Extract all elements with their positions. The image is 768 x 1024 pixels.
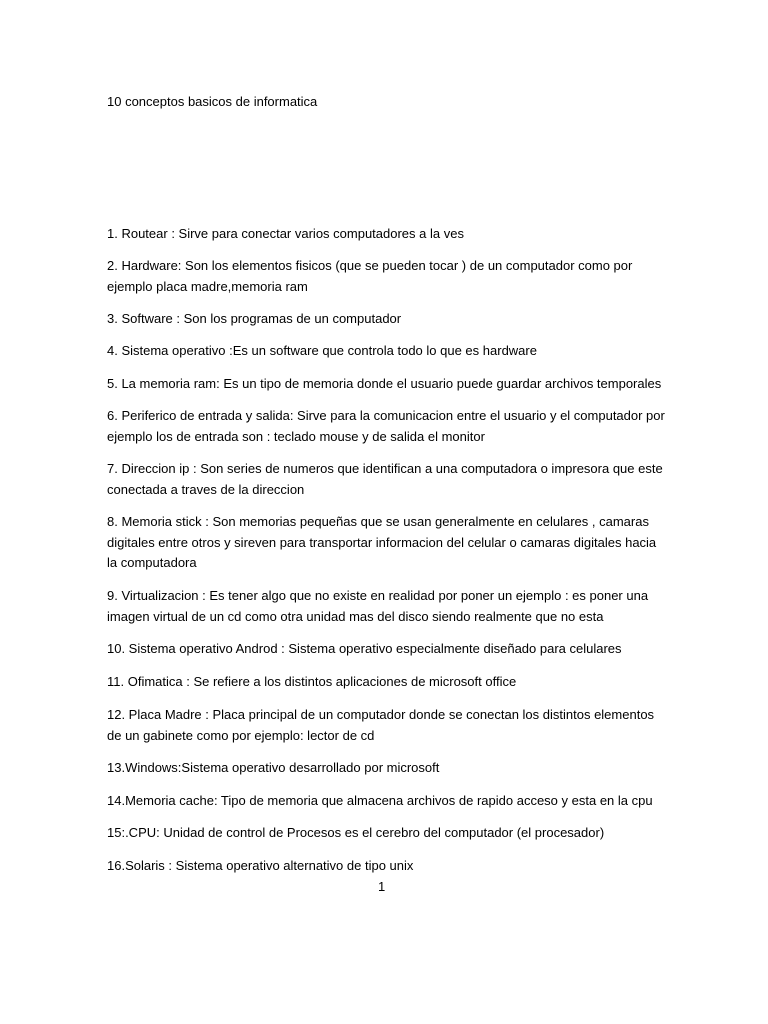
list-item-12: 12. Placa Madre : Placa principal de un computador donde se conectan los distintos elementos de un gabinete como por ejemplo: lector de cd	[107, 707, 655, 743]
list-item-6: 6. Periferico de entrada y salida: Sirve para la comunicacion entre el usuario y el computador por ejemplo los de entrada son : teclado mouse y de salida el monitor	[107, 408, 665, 444]
list-item-16: 16.Solaris : Sistema operativo alternativo de tipo unix	[107, 858, 414, 873]
list-item-7: 7. Direccion ip : Son series de numeros que identifican a una computadora o impresora que este conectada a traves de la direccion	[107, 461, 663, 497]
list-item-11: 11. Ofimatica : Se refiere a los distintos aplicaciones de microsoft office	[107, 674, 517, 689]
list-item-15: 15:.CPU: Unidad de control de Procesos es el cerebro del computador (el procesador)	[107, 825, 605, 840]
page-number: 1	[378, 879, 386, 894]
list-item-3: 3. Software : Son los programas de un computador	[107, 311, 402, 326]
list-item-5: 5. La memoria ram: Es un tipo de memoria donde el usuario puede guardar archivos temporales	[107, 376, 662, 391]
document-title: 10 conceptos basicos de informatica	[107, 94, 318, 109]
list-item-10: 10. Sistema operativo Androd : Sistema operativo especialmente diseñado para celulares	[107, 641, 622, 656]
list-item-2: 2. Hardware: Son los elementos fisicos (que se pueden tocar ) de un computador como por ejemplo placa madre,memoria ram	[107, 258, 633, 294]
list-item-1: 1. Routear : Sirve para conectar varios computadores a la ves	[107, 226, 464, 241]
list-item-13: 13.Windows:Sistema operativo desarrollado por microsoft	[107, 760, 440, 775]
list-item-14: 14.Memoria cache: Tipo de memoria que almacena archivos de rapido acceso y esta en la cpu	[107, 793, 653, 808]
list-item-8: 8. Memoria stick : Son memorias pequeñas que se usan generalmente en celulares , camaras digitales entre otros y sireven para transportar informacion del celular o camaras digitales hacia la computadora	[107, 514, 657, 570]
list-item-9: 9. Virtualizacion : Es tener algo que no existe en realidad por poner un ejemplo : es poner una imagen virtual de un cd como otra unidad mas del disco siendo realmente que no esta	[107, 588, 649, 624]
list-item-4: 4. Sistema operativo :Es un software que controla todo lo que es hardware	[107, 343, 537, 358]
